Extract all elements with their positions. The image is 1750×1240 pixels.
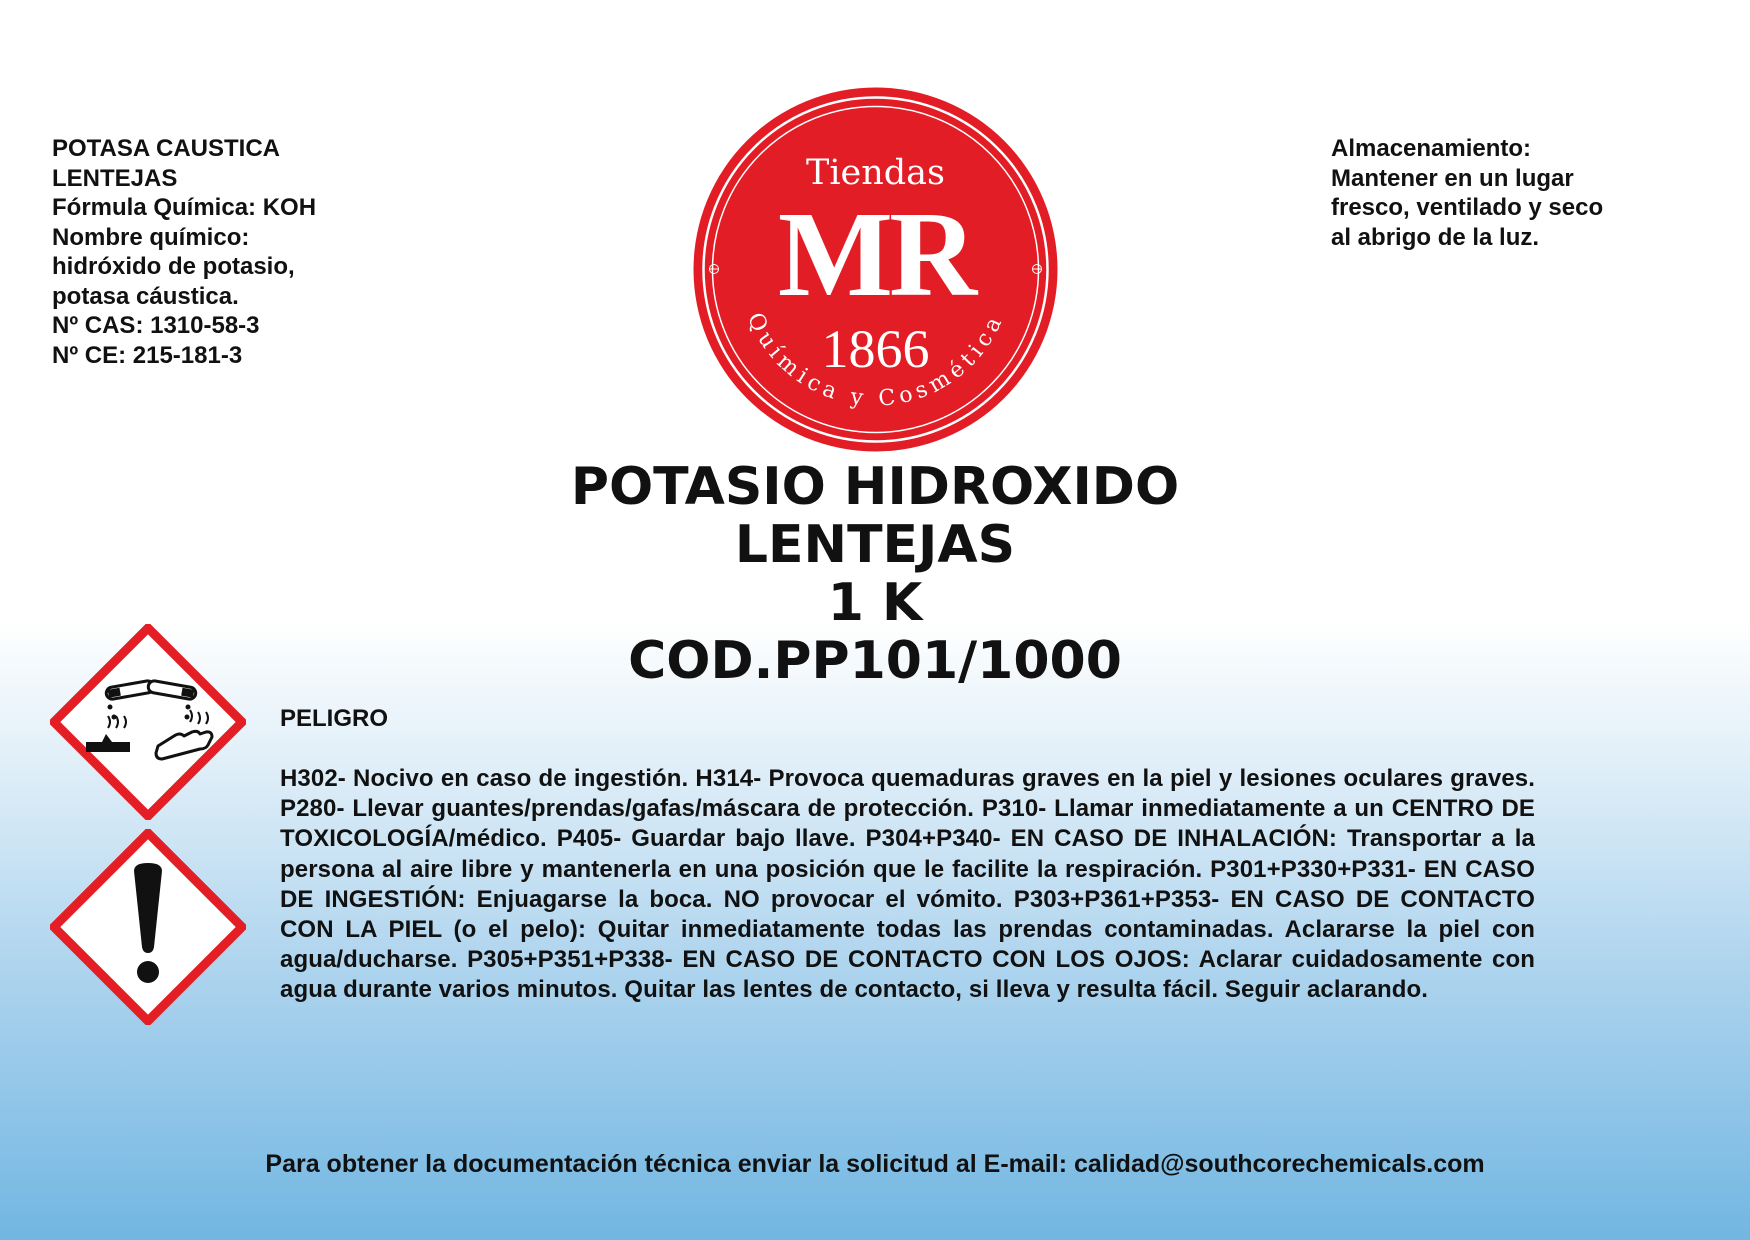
storage-line: Mantener en un lugar — [1331, 164, 1574, 192]
brand-logo — [693, 87, 1058, 452]
logo-arc-text: Química y Cosmética — [741, 308, 1010, 412]
product-info-line: Nombre químico: — [52, 223, 250, 251]
exclamation-mark-icon — [50, 829, 246, 1025]
product-info-line: Nº CAS: 1310-58-3 — [52, 312, 260, 339]
product-info-line: POTASA CAUSTICA — [52, 135, 280, 162]
product-title — [0, 458, 1750, 690]
storage-line: Almacenamiento: — [1331, 135, 1532, 162]
product-info-line: Fórmula Química: KOH — [52, 194, 317, 221]
product-name: POTASIO HIDROXIDO — [570, 457, 1180, 517]
product-info — [52, 134, 316, 370]
logo-year: 1866 — [821, 319, 930, 379]
corrosion-icon — [50, 624, 246, 820]
storage-line: al abrigo de la luz. — [1331, 223, 1540, 251]
product-info-line: LENTEJAS — [52, 164, 178, 192]
product-quantity: 1 K — [827, 573, 923, 633]
product-info-line: Nº CE: 215-181-3 — [52, 341, 243, 369]
product-code: COD.PP101/1000 — [628, 631, 1122, 691]
product-form: LENTEJAS — [734, 515, 1016, 575]
storage-info — [1331, 134, 1603, 252]
product-info-line: potasa cáustica. — [52, 282, 239, 310]
logo-top-text: Tiendas — [805, 153, 946, 193]
logo-initials: MR — [777, 187, 974, 322]
storage-line: fresco, ventilado y seco — [1331, 194, 1604, 221]
product-info-line: hidróxido de potasio, — [52, 253, 295, 280]
hazard-statements: H302- Nocivo en caso de ingestión. H314- Provoca quemaduras graves en la piel y lesiones oculares graves. P280- Llevar guantes/prendas/gafas/máscara de protección. P310- Llamar inmediatamente a un CENTRO DE TOXICOLOGÍA/médico. P405- Guardar bajo llave. P304+P340- EN CASO DE INHALACIÓN: Transportar a la persona al aire libre y mantenerla en una posición que le facilite la respiración. P301+P330+P331- EN CASO DE INGESTIÓN: Enjuagarse la boca. NO provocar el vómito. P303+P361+P353- EN CASO DE CONTACTO CON LA PIEL (o el pelo): Quitar inmediatamente todas las prendas contaminadas. Aclararse la piel con agua/ducharse. P305+P351+P338- EN CASO DE CONTACTO CON LOS OJOS: Aclarar cuidadosamente con agua durante varios minutos. Quitar las lentes de contacto, si lleva y resulta fácil. Seguir aclarando. — [280, 765, 1535, 1004]
signal-word: PELIGRO — [280, 705, 389, 732]
footer-contact: Para obtener la documentación técnica enviar la solicitud al E-mail: calidad@southcorechemicals.com — [265, 1150, 1485, 1178]
